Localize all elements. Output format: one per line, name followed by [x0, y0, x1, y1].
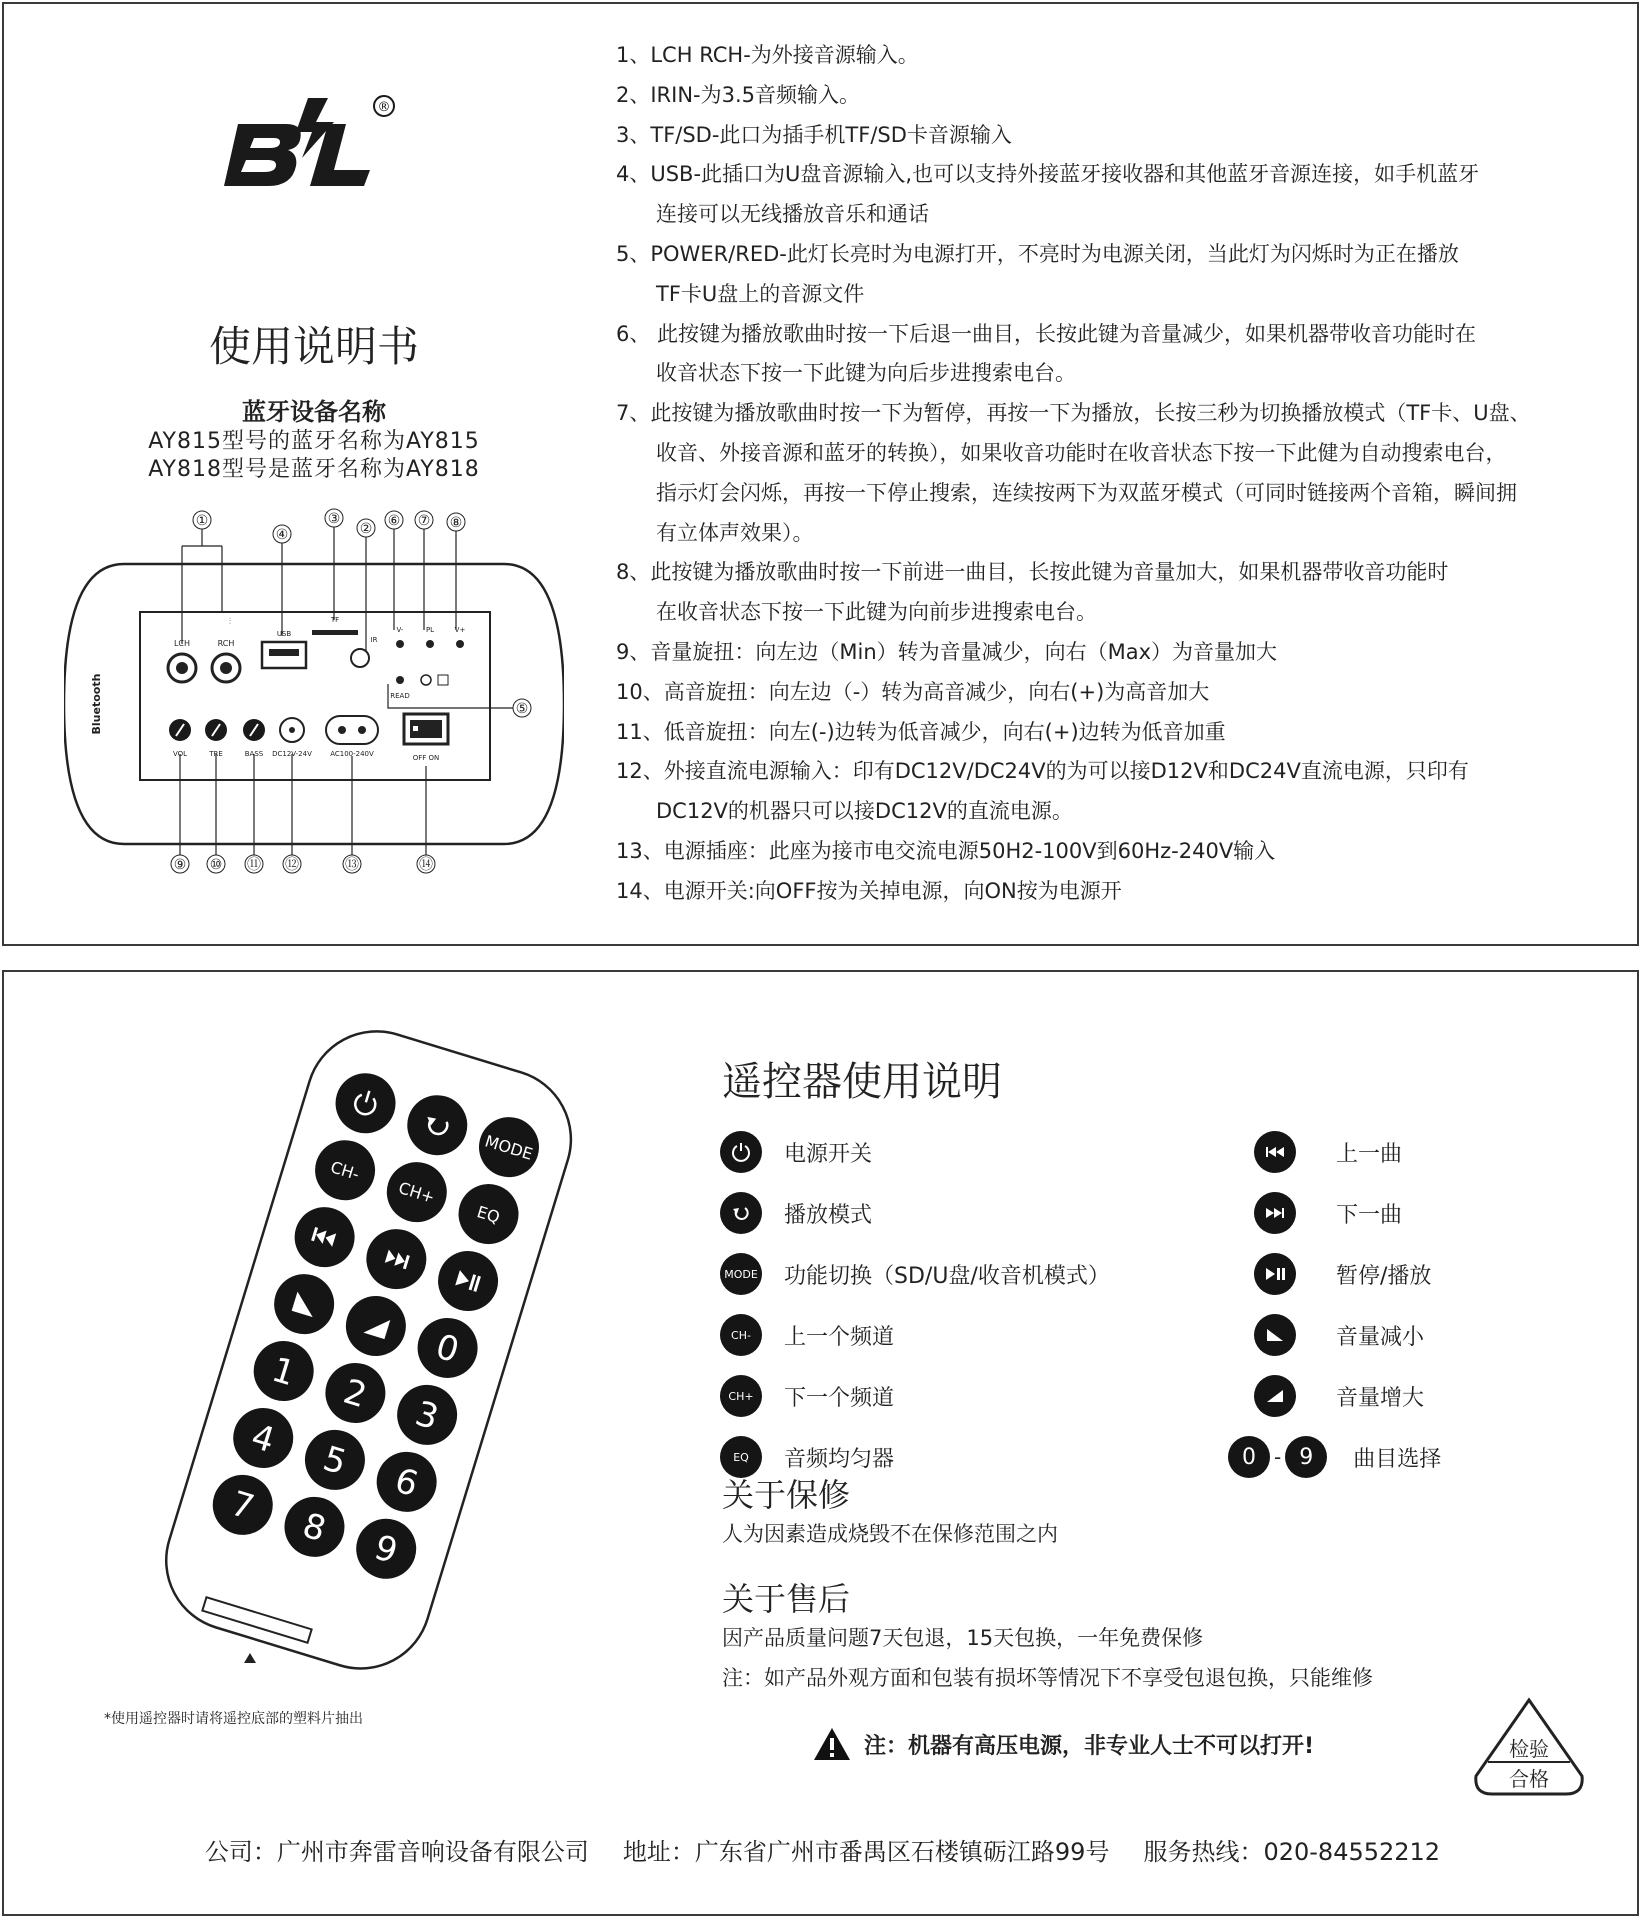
digit-separator: - — [1274, 1445, 1282, 1469]
legend-row — [720, 1313, 894, 1357]
instruction-line: 11、低音旋扭：向左(-)边转为低音减少，向右(+)边转为低音加重 — [616, 719, 1226, 744]
instruction-line: 收音、外接音源和蓝牙的转换），如果收音功能时在收音状态下按一下此健为自动搜索电台， — [656, 441, 1507, 465]
legend-label: 播放模式 — [784, 1202, 873, 1228]
callout-11: ⑪ — [247, 857, 261, 873]
vplus-label: V+ — [454, 626, 466, 634]
remote-tab-note: *使用遥控器时请将遥控底部的塑料片抽出 — [104, 1711, 363, 1727]
amplifier-board-diagram — [64, 504, 564, 874]
bluetooth-side-label: Bluetooth — [90, 673, 103, 735]
next-icon — [1254, 1192, 1296, 1234]
function-button-label: EQ — [474, 1202, 503, 1227]
instruction-line: 7、此按键为播放歌曲时按一下为暂停，再按一下为播放，长按三秒为切换播放模式（TF卡、U盘、 — [616, 401, 1531, 426]
digit-button-label: 0 — [431, 1326, 464, 1372]
remote-control-illustration — [124, 1017, 594, 1677]
instruction-line: 收音状态下按一下此键为向后步进搜索电台。 — [656, 361, 1076, 386]
legend-row — [720, 1374, 894, 1418]
instruction-line: 指示灯会闪烁，再按一下停止搜索，连续按两下为双蓝牙模式（可同时链接两个音箱，瞬间拥 — [656, 480, 1517, 505]
product-manual-panel — [2, 2, 1639, 946]
ch-minus-icon: CH- — [720, 1314, 762, 1356]
instruction-line: DC12V的机器只可以接DC12V的直流电源。 — [656, 799, 1073, 824]
high-voltage-warning — [812, 1726, 1314, 1762]
manual-title: 使用说明书 — [208, 322, 419, 371]
legend-label: 电源开关 — [784, 1141, 873, 1167]
digit-nine-icon: 9 — [1285, 1436, 1327, 1478]
legend-label: 暂停/播放 — [1336, 1263, 1432, 1289]
legend-label: 上一个频道 — [784, 1324, 895, 1350]
tre-label: TRE — [209, 750, 223, 758]
digit-button-label: 2 — [338, 1371, 372, 1417]
instruction-line: TF卡U盘上的音源文件 — [656, 281, 865, 306]
mode-icon: MODE — [720, 1253, 762, 1295]
legend-row — [1228, 1435, 1441, 1479]
callout-1: ① — [195, 513, 209, 529]
legend-label: 下一曲 — [1336, 1202, 1403, 1228]
legend-row — [720, 1191, 872, 1235]
vol-label: VOL — [172, 750, 188, 758]
legend-row — [720, 1252, 1110, 1296]
legend-label: 音频均匀器 — [784, 1446, 895, 1472]
instruction-line: 5、POWER/RED-此灯长亮时为电源打开，不亮时为电源关闭，当此灯为闪烁时为正在播放 — [616, 242, 1459, 266]
callout-13: ⑬ — [345, 857, 359, 873]
bluetooth-name-ay818: AY818型号是蓝牙名称为AY818 — [148, 457, 480, 482]
instruction-line: 10、高音旋扭：向左边（-）转为高音减少，向右(+)为高音加大 — [616, 679, 1210, 704]
legend-label: 上一曲 — [1336, 1141, 1403, 1167]
instruction-line: 2、IRIN-为3.5音频输入。 — [616, 82, 861, 107]
digit-zero-icon: 0 — [1228, 1436, 1270, 1478]
ac-label: AC100-240V — [330, 750, 374, 758]
callout-4: ④ — [275, 527, 289, 543]
digit-button-label: 8 — [297, 1505, 331, 1551]
warning-text: 注：机器有高压电源，非专业人士不可以打开! — [864, 1733, 1315, 1759]
offon-label: OFF ON — [412, 754, 440, 762]
function-button-label: MODE — [482, 1131, 535, 1164]
legend-label: 下一个频道 — [784, 1385, 895, 1411]
digit-button-label: 4 — [246, 1416, 280, 1462]
instruction-line: 12、外接直流电源输入：印有DC12V/DC24V的为可以接D12V和DC24V直流电源，只印有 — [616, 759, 1469, 784]
callout-9: ⑨ — [173, 857, 187, 873]
callout-7: ⑦ — [417, 513, 431, 529]
legend-row — [1254, 1313, 1424, 1357]
digits-icon — [1228, 1436, 1327, 1478]
play-pause-icon — [1254, 1253, 1296, 1295]
ch-plus-icon: CH+ — [720, 1375, 762, 1417]
service-hotline: 服务热线：020-84552212 — [1143, 1838, 1441, 1866]
volume-up-icon — [1254, 1375, 1296, 1417]
instruction-line: 在收音状态下按一下此键为向前步进搜索电台。 — [656, 600, 1097, 625]
instruction-line: 3、TF/SD-此口为插手机TF/SD卡音源输入 — [616, 122, 1012, 147]
badge-top-text: 检验 — [1509, 1737, 1549, 1761]
callout-3: ③ — [327, 511, 341, 527]
function-button-label: CH- — [328, 1157, 362, 1185]
instruction-line: 9、音量旋扭：向左边（Min）转为音量减少，向右（Max）为音量加大 — [616, 640, 1278, 664]
rch-label: RCH — [217, 639, 235, 648]
badge-bottom-text: 合格 — [1509, 1767, 1549, 1791]
legend-row — [720, 1130, 872, 1174]
callout-6: ⑥ — [387, 513, 401, 529]
after-sales-line2: 注：如产品外观方面和包装有损坏等情况下不享受包退包换，只能维修 — [722, 1666, 1373, 1690]
legend-label: 音量减小 — [1336, 1324, 1425, 1350]
svg-text:⫶: ⫶ — [228, 617, 232, 627]
remote-manual-panel — [2, 970, 1639, 1916]
callout-2: ② — [359, 521, 373, 537]
callout-10: ⑩ — [209, 857, 223, 873]
instruction-line: 14、电源开关:向OFF按为关掉电源，向ON按为电源开 — [616, 878, 1122, 903]
lch-label: LCH — [173, 639, 191, 648]
function-button-label: CH+ — [396, 1178, 437, 1208]
pl-label: PL — [425, 626, 435, 634]
legend-row — [1254, 1374, 1424, 1418]
warning-icon — [812, 1726, 852, 1762]
legend-label: 音量增大 — [1336, 1385, 1425, 1411]
company-name: 公司：广州市奔雷音响设备有限公司 — [204, 1838, 589, 1866]
repeat-icon — [720, 1192, 762, 1234]
after-sales-heading: 关于售后 — [722, 1580, 851, 1618]
power-icon — [720, 1131, 762, 1173]
warranty-text: 人为因素造成烧毁不在保修范围之内 — [722, 1522, 1058, 1546]
remote-manual-title: 遥控器使用说明 — [722, 1059, 1002, 1105]
legend-row — [1254, 1252, 1431, 1296]
legend-row — [1254, 1130, 1402, 1174]
instruction-line: 1、LCH RCH-为外接音源输入。 — [616, 43, 919, 67]
inspection-passed-badge — [1472, 1696, 1586, 1798]
warranty-heading: 关于保修 — [722, 1476, 851, 1514]
eq-icon: EQ — [720, 1436, 762, 1478]
legend-label: 曲目选择 — [1353, 1446, 1442, 1472]
tf-label: TF — [330, 616, 340, 624]
instruction-line: 8、此按键为播放歌曲时按一下前进一曲目，长按此键为音量加大，如果机器带收音功能时 — [616, 560, 1449, 585]
digit-button-label: 1 — [267, 1349, 300, 1395]
company-address: 地址：广东省广州市番禺区石楼镇砺江路99号 — [622, 1838, 1110, 1866]
instruction-line: 连接可以无线播放音乐和通话 — [656, 202, 929, 227]
brand-logo — [224, 82, 404, 202]
previous-icon — [1254, 1131, 1296, 1173]
dc-label: DC12V-24V — [272, 750, 312, 758]
usb-label: USB — [276, 630, 292, 638]
instruction-line: 13、电源插座：此座为接市电交流电源50H2-100V到60Hz-240V输入 — [616, 839, 1276, 863]
digit-button-label: 3 — [410, 1393, 444, 1439]
instruction-line: 有立体声效果）。 — [656, 520, 814, 545]
bass-label: BASS — [244, 750, 264, 758]
callout-12: ⑫ — [285, 857, 299, 873]
volume-down-icon — [1254, 1314, 1296, 1356]
digit-button-label: 9 — [369, 1527, 403, 1573]
ir-label: IR — [370, 636, 378, 644]
callout-5: ⑤ — [515, 701, 529, 717]
digit-button-label: 7 — [226, 1483, 259, 1529]
vminus-label: V- — [396, 626, 404, 634]
bluetooth-name-heading: 蓝牙设备名称 — [242, 398, 386, 426]
legend-label: 功能切换（SD/U盘/收音机模式） — [784, 1263, 1110, 1289]
instruction-line: 4、USB-此插口为U盘音源输入,也可以支持外接蓝牙接收器和其他蓝牙音源连接，如手机蓝牙 — [616, 162, 1480, 187]
registered-mark: ® — [377, 100, 391, 115]
company-footer — [4, 1832, 1639, 1867]
instruction-line: 6、 此按键为播放歌曲时按一下后退一曲目，长按此键为音量减少，如果机器带收音功能时在 — [616, 321, 1477, 346]
legend-row — [1254, 1191, 1402, 1235]
after-sales-line1: 因产品质量问题7天包退，15天包换，一年免费保修 — [722, 1626, 1204, 1650]
callout-14: ⑭ — [419, 857, 433, 873]
callout-8: ⑧ — [449, 515, 463, 531]
bluetooth-name-ay815: AY815型号的蓝牙名称为AY815 — [148, 429, 480, 454]
read-label: READ — [390, 692, 410, 700]
digit-button-label: 5 — [318, 1438, 351, 1484]
digit-button-label: 6 — [390, 1460, 423, 1506]
